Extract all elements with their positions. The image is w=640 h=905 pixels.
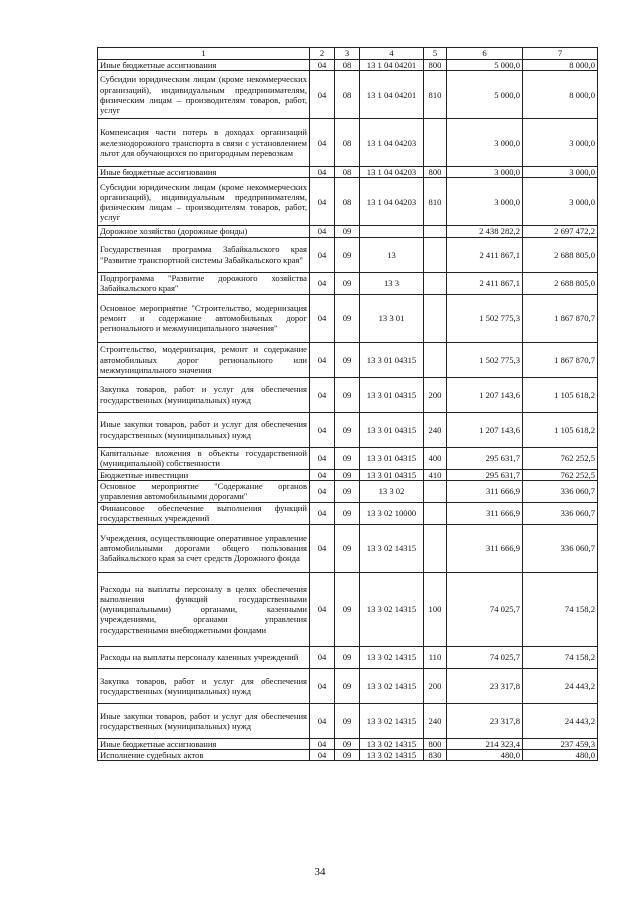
table-cell: 09 xyxy=(335,524,360,572)
table-cell: 09 xyxy=(335,226,360,237)
table-cell: 100 xyxy=(424,572,447,646)
table-row xyxy=(98,272,598,294)
column-header: 3 xyxy=(335,48,360,60)
table-cell: Закупка товаров, работ и услуг для обеспечения государственных (муниципальных) нужд xyxy=(98,668,310,703)
table-cell: 13 3 02 14315 xyxy=(360,524,424,572)
table-cell: 09 xyxy=(335,342,360,377)
table-cell: Основное мероприятие "Содержание органов управления автомобильными дорогами" xyxy=(98,480,310,502)
table-cell: Капитальные вложения в объекты государственной (муниципальной) собственности xyxy=(98,447,310,469)
table-cell: 09 xyxy=(335,412,360,447)
table-cell: 74 025,7 xyxy=(447,572,523,646)
table-row xyxy=(98,226,598,237)
table-cell: 295 631,7 xyxy=(447,447,523,469)
table-cell xyxy=(424,502,447,524)
table-cell: 1 105 618,2 xyxy=(523,377,598,412)
table-cell: Иные бюджетные ассигнования xyxy=(98,60,310,71)
table-cell: 13 3 xyxy=(360,272,424,294)
table-cell: 336 060,7 xyxy=(523,502,598,524)
table-cell: 04 xyxy=(310,412,335,447)
table-cell: Основное мероприятие "Строительство, модернизация ремонт и содержание автомобильных дорог регионального и межмуниципального значения" xyxy=(98,294,310,342)
table-cell: 09 xyxy=(335,272,360,294)
table-cell: Иные закупки товаров, работ и услуг для обеспечения государственных (муниципальных) нужд xyxy=(98,412,310,447)
table-cell: 5 000,0 xyxy=(447,71,523,119)
table-cell: 1 502 775,3 xyxy=(447,342,523,377)
table-cell: Компенсация части потерь в доходах организаций железнодорожного транспорта в связи с установлением льгот для обучающихся по пригородным перевозкам xyxy=(98,119,310,167)
table-cell: 04 xyxy=(310,572,335,646)
table-cell: 13 3 02 14315 xyxy=(360,703,424,738)
table-cell xyxy=(424,342,447,377)
table-cell: 09 xyxy=(335,572,360,646)
table-cell: Подпрограмма "Развитие дорожного хозяйства Забайкальского края" xyxy=(98,272,310,294)
table-cell: 214 323,4 xyxy=(447,738,523,749)
table-cell: 762 252,5 xyxy=(523,447,598,469)
table-row xyxy=(98,480,598,502)
table-cell: 09 xyxy=(335,703,360,738)
table-cell: 3 000,0 xyxy=(447,178,523,226)
table-row xyxy=(98,412,598,447)
table-row xyxy=(98,60,598,71)
table-cell: 311 666,9 xyxy=(447,524,523,572)
table-cell: 2 697 472,2 xyxy=(523,226,598,237)
table-cell: 3 000,0 xyxy=(523,178,598,226)
table-cell xyxy=(424,226,447,237)
table-row xyxy=(98,703,598,738)
table-cell: 762 252,5 xyxy=(523,469,598,480)
table-cell: Расходы на выплаты персоналу казенных учреждений xyxy=(98,646,310,668)
table-cell: 13 3 02 14315 xyxy=(360,572,424,646)
table-cell: Государственная программа Забайкальского края "Развитие транспортной системы Забайкальского края" xyxy=(98,237,310,272)
table-cell: 110 xyxy=(424,646,447,668)
table-cell: 09 xyxy=(335,237,360,272)
table-row xyxy=(98,502,598,524)
table-cell: 830 xyxy=(424,750,447,761)
page-number: 34 xyxy=(314,866,326,878)
table-cell: 24 443,2 xyxy=(523,703,598,738)
table-cell: 3 000,0 xyxy=(523,167,598,178)
table-cell: Учреждения, осуществляющие оперативное управление автомобильными дорогами общего пользования Забайкальского края за счет средств Дорожного фонда xyxy=(98,524,310,572)
table-cell: 09 xyxy=(335,447,360,469)
table-cell: 3 000,0 xyxy=(447,119,523,167)
table-cell: 410 xyxy=(424,469,447,480)
table-cell: 2 688 805,0 xyxy=(523,272,598,294)
table-cell xyxy=(424,119,447,167)
table-cell: 2 438 282,2 xyxy=(447,226,523,237)
table-cell: 13 3 01 04315 xyxy=(360,469,424,480)
table-cell: 311 666,9 xyxy=(447,502,523,524)
table-cell xyxy=(424,294,447,342)
table-cell: 04 xyxy=(310,750,335,761)
table-cell: 04 xyxy=(310,342,335,377)
table-cell: 810 xyxy=(424,71,447,119)
table-cell: 74 158,2 xyxy=(523,572,598,646)
table-cell: 04 xyxy=(310,703,335,738)
table-cell: Бюджетные инвестиции xyxy=(98,469,310,480)
table-cell: 04 xyxy=(310,469,335,480)
table-cell: 2 411 867,1 xyxy=(447,272,523,294)
table-cell: 336 060,7 xyxy=(523,480,598,502)
table-row xyxy=(98,738,598,749)
table-cell: 09 xyxy=(335,480,360,502)
table-cell: Субсидии юридическим лицам (кроме некоммерческих организаций), индивидуальным предпринимателям, физическим лицам – производителям товаров, работ, услуг xyxy=(98,71,310,119)
table-cell: Закупка товаров, работ и услуг для обеспечения государственных (муниципальных) нужд xyxy=(98,377,310,412)
table-cell: 08 xyxy=(335,119,360,167)
table-cell: 04 xyxy=(310,226,335,237)
table-cell: Иные бюджетные ассигнования xyxy=(98,738,310,749)
table-row xyxy=(98,237,598,272)
table-cell: 04 xyxy=(310,524,335,572)
table-cell: 200 xyxy=(424,668,447,703)
table-row xyxy=(98,167,598,178)
table-cell: 240 xyxy=(424,703,447,738)
table-cell: 04 xyxy=(310,480,335,502)
column-header: 5 xyxy=(424,48,447,60)
table-cell: 04 xyxy=(310,60,335,71)
table-cell: 13 3 01 04315 xyxy=(360,412,424,447)
header-row xyxy=(98,48,598,60)
table-cell: 04 xyxy=(310,738,335,749)
table-cell: 480,0 xyxy=(447,750,523,761)
table-row xyxy=(98,377,598,412)
table-cell: 400 xyxy=(424,447,447,469)
table-cell: 810 xyxy=(424,178,447,226)
table-cell: 24 443,2 xyxy=(523,668,598,703)
table-cell: 13 3 01 04315 xyxy=(360,377,424,412)
table-cell: 13 3 02 14315 xyxy=(360,668,424,703)
table-cell xyxy=(424,272,447,294)
table-cell: 8 000,0 xyxy=(523,71,598,119)
table-cell: 13 1 04 04203 xyxy=(360,119,424,167)
table-row xyxy=(98,447,598,469)
column-header: 7 xyxy=(523,48,598,60)
table-row xyxy=(98,572,598,646)
table-cell: 237 459,3 xyxy=(523,738,598,749)
table-cell: 800 xyxy=(424,738,447,749)
table-cell: 2 411 867,1 xyxy=(447,237,523,272)
table-cell: 08 xyxy=(335,71,360,119)
table-row xyxy=(98,646,598,668)
table-cell: 13 3 01 xyxy=(360,294,424,342)
table-cell: 08 xyxy=(335,60,360,71)
table-cell: 09 xyxy=(335,502,360,524)
table-cell: 04 xyxy=(310,237,335,272)
table-cell: 08 xyxy=(335,167,360,178)
table-cell: 311 666,9 xyxy=(447,480,523,502)
column-header: 2 xyxy=(310,48,335,60)
table-row xyxy=(98,294,598,342)
table-row xyxy=(98,71,598,119)
table-cell: 04 xyxy=(310,178,335,226)
table-cell: Иные бюджетные ассигнования xyxy=(98,167,310,178)
table-cell: 09 xyxy=(335,738,360,749)
table-cell xyxy=(424,480,447,502)
table-cell: 13 1 04 04201 xyxy=(360,71,424,119)
table-row xyxy=(98,750,598,761)
table-cell: Субсидии юридическим лицам (кроме некоммерческих организаций), индивидуальным предпринимателям, физическим лицам – производителям товаров, работ, услуг xyxy=(98,178,310,226)
table-cell: 13 1 04 04203 xyxy=(360,167,424,178)
table-cell: 08 xyxy=(335,178,360,226)
table-cell: 13 3 02 14315 xyxy=(360,646,424,668)
table-row xyxy=(98,524,598,572)
table-cell: 23 317,8 xyxy=(447,703,523,738)
table-cell: Иные закупки товаров, работ и услуг для обеспечения государственных (муниципальных) нужд xyxy=(98,703,310,738)
table-cell: 04 xyxy=(310,119,335,167)
budget-table xyxy=(97,47,598,761)
table-cell: 13 3 01 04315 xyxy=(360,342,424,377)
table-cell: 1 867 870,7 xyxy=(523,342,598,377)
table-cell: 13 1 04 04201 xyxy=(360,60,424,71)
table-cell: 1 502 775,3 xyxy=(447,294,523,342)
table-cell xyxy=(424,237,447,272)
table-cell: 480,0 xyxy=(523,750,598,761)
table-row xyxy=(98,668,598,703)
table-cell: 09 xyxy=(335,668,360,703)
table-cell: 3 000,0 xyxy=(447,167,523,178)
table-row xyxy=(98,469,598,480)
table-cell xyxy=(360,226,424,237)
table-cell: 13 3 01 04315 xyxy=(360,447,424,469)
table-cell: 04 xyxy=(310,502,335,524)
table-cell: 295 631,7 xyxy=(447,469,523,480)
table-cell: 23 317,8 xyxy=(447,668,523,703)
table-cell: 09 xyxy=(335,469,360,480)
table-cell: 240 xyxy=(424,412,447,447)
table-cell: 800 xyxy=(424,167,447,178)
table-cell: 74 025,7 xyxy=(447,646,523,668)
table-cell: 8 000,0 xyxy=(523,60,598,71)
table-cell: 09 xyxy=(335,377,360,412)
table-cell: 200 xyxy=(424,377,447,412)
column-header: 6 xyxy=(447,48,523,60)
column-header: 1 xyxy=(98,48,310,60)
table-cell: Расходы на выплаты персоналу в целях обеспечения выполнения функций государственными (муниципальными) органами, казенными учреждениями, органами управления государственными внебюджетными фондами xyxy=(98,572,310,646)
table-row xyxy=(98,178,598,226)
table-cell: 1 867 870,7 xyxy=(523,294,598,342)
table-cell: Финансовое обеспечение выполнения функций государственных учреждений xyxy=(98,502,310,524)
table-row xyxy=(98,342,598,377)
table-cell: 74 158,2 xyxy=(523,646,598,668)
table-cell: 336 060,7 xyxy=(523,524,598,572)
table-cell: 13 3 02 14315 xyxy=(360,738,424,749)
table-cell: 04 xyxy=(310,447,335,469)
table-cell: 04 xyxy=(310,646,335,668)
table-cell: 800 xyxy=(424,60,447,71)
table-row xyxy=(98,119,598,167)
table-cell: 13 3 02 10000 xyxy=(360,502,424,524)
table-cell xyxy=(424,524,447,572)
table-cell: 1 207 143,6 xyxy=(447,412,523,447)
table-cell: 09 xyxy=(335,294,360,342)
table-cell: 04 xyxy=(310,167,335,178)
table-cell: 04 xyxy=(310,272,335,294)
table-cell: 13 3 02 xyxy=(360,480,424,502)
table-cell: 1 105 618,2 xyxy=(523,412,598,447)
table-cell: 13 3 02 14315 xyxy=(360,750,424,761)
table-cell: 2 688 805,0 xyxy=(523,237,598,272)
table-cell: 04 xyxy=(310,294,335,342)
table-cell: 04 xyxy=(310,71,335,119)
table-cell: 04 xyxy=(310,668,335,703)
table-cell: 1 207 143,6 xyxy=(447,377,523,412)
table-cell: 3 000,0 xyxy=(523,119,598,167)
table-cell: 09 xyxy=(335,750,360,761)
column-header: 4 xyxy=(360,48,424,60)
table-cell: 13 1 04 04203 xyxy=(360,178,424,226)
table-cell: 09 xyxy=(335,646,360,668)
table-cell: Исполнение судебных актов xyxy=(98,750,310,761)
table-cell: Строительство, модернизация, ремонт и содержание автомобильных дорог регионального или межмуниципального значения xyxy=(98,342,310,377)
table-cell: 04 xyxy=(310,377,335,412)
table-cell: 13 xyxy=(360,237,424,272)
table-cell: 5 000,0 xyxy=(447,60,523,71)
table-cell: Дорожное хозяйство (дорожные фонды) xyxy=(98,226,310,237)
